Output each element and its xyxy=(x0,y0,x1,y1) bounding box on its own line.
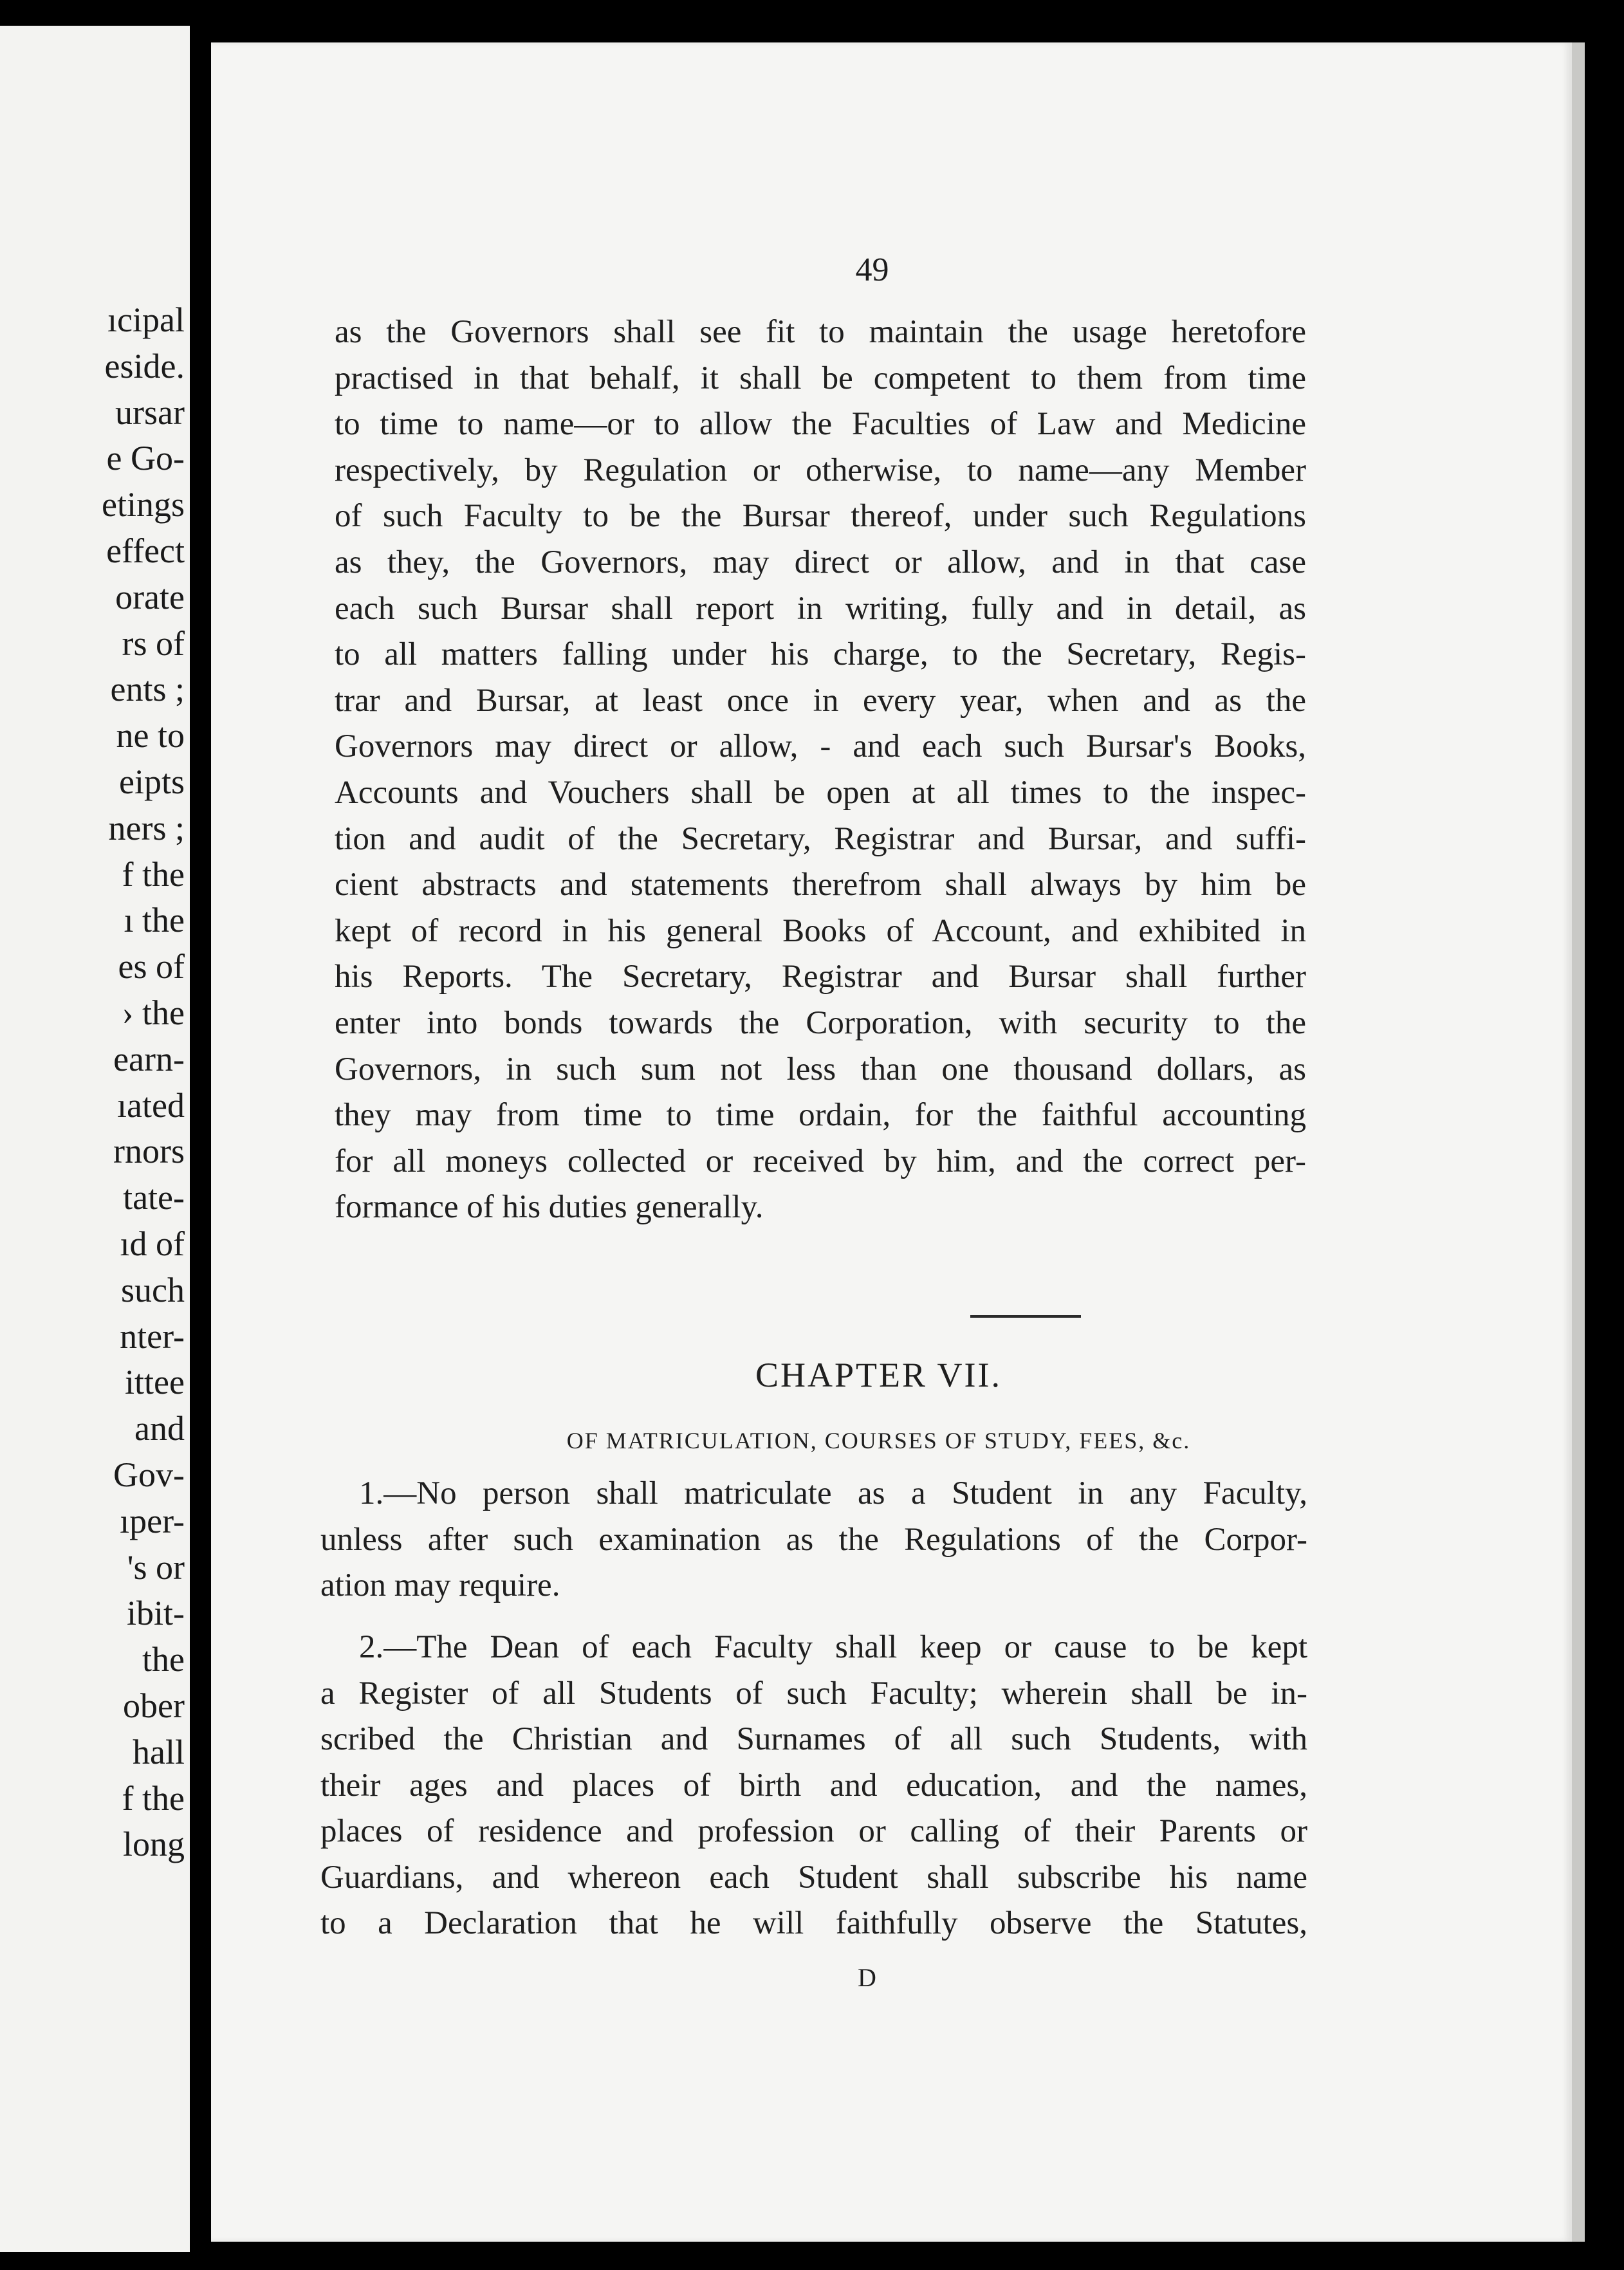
left-page-line-fragment: orate xyxy=(115,577,185,616)
body-text-line: 2.—The Dean of each Faculty shall keep or cause to be kept xyxy=(359,1629,1307,1665)
left-page-line-fragment: eipts xyxy=(119,762,185,801)
left-page-line-fragment: f the xyxy=(122,1778,185,1818)
body-text-line: tion and audit of the Secretary, Registrar and Bursar, and suffi- xyxy=(335,820,1306,857)
left-page-line-fragment: f the xyxy=(122,854,185,894)
body-text-line: formance of his duties generally. xyxy=(335,1189,764,1226)
left-page-line-fragment: ı the xyxy=(124,901,185,940)
left-page-line-fragment: etings xyxy=(102,485,185,524)
body-text-line: places of residence and profession or calling of their Parents or xyxy=(320,1813,1307,1849)
body-text-line: for all moneys collected or received by him, and the correct per- xyxy=(335,1143,1306,1179)
left-page-line-fragment: ners ; xyxy=(108,808,185,847)
chapter-subtitle: OF MATRICULATION, COURSES OF STUDY, FEES, &c. xyxy=(566,1428,1191,1453)
left-page-line-fragment: ıper- xyxy=(120,1501,185,1540)
body-text-line: of such Faculty to be the Bursar thereof, under such Regulations xyxy=(335,498,1306,535)
body-text-line: as they, the Governors, may direct or allow, and in that case xyxy=(335,544,1306,580)
left-page-line-fragment: nter- xyxy=(120,1316,185,1356)
left-page-line-fragment: ober xyxy=(123,1686,185,1725)
body-text-line: respectively, by Regulation or otherwise, to name—any Member xyxy=(335,452,1306,488)
body-text-line: ation may require. xyxy=(320,1567,560,1603)
page-number: 49 xyxy=(855,252,889,288)
page-edge-shadow xyxy=(1572,42,1585,2242)
body-text-line: to a Declaration that he will faithfully observe the Statutes, xyxy=(320,1905,1307,1941)
left-page-line-fragment: the xyxy=(142,1640,185,1679)
section-divider-rule xyxy=(970,1315,1081,1318)
left-page-line-fragment: ibit- xyxy=(127,1594,185,1633)
left-page-line-fragment: ıated xyxy=(117,1085,185,1125)
left-page-line-fragment: earn- xyxy=(113,1039,185,1078)
left-page-line-fragment: Gov- xyxy=(113,1455,185,1494)
body-text-line: to all matters falling under his charge, to the Secretary, Regis- xyxy=(335,636,1306,673)
left-page-line-fragment: such xyxy=(121,1270,185,1309)
left-page-line-fragment: eside. xyxy=(104,346,185,385)
body-text-line: 1.—No person shall matriculate as a Student in any Faculty, xyxy=(359,1475,1307,1511)
left-page-line-fragment: 's or xyxy=(127,1547,185,1587)
left-page-line-fragment: ıd of xyxy=(120,1224,185,1263)
left-page-line-fragment: tate- xyxy=(123,1178,185,1217)
left-page-line-fragment: es of xyxy=(118,947,185,986)
left-page-line-fragment: ittee xyxy=(125,1363,185,1402)
left-page-line-fragment: ents ; xyxy=(110,670,185,709)
left-page-line-fragment: hall xyxy=(133,1732,185,1771)
body-text-line: kept of record in his general Books of Account, and exhibited in xyxy=(335,912,1306,949)
left-page-line-fragment: rnors xyxy=(113,1132,185,1171)
body-text-line: Governors, in such sum not less than one thousand dollars, as xyxy=(335,1051,1306,1087)
body-text-line: his Reports. The Secretary, Registrar and Bursar shall further xyxy=(335,959,1306,995)
left-page-line-fragment: effect xyxy=(106,531,185,570)
body-text-line: enter into bonds towards the Corporation, with security to the xyxy=(335,1005,1306,1041)
body-text-line: Accounts and Vouchers shall be open at all times to the inspec- xyxy=(335,775,1306,811)
body-text-line: their ages and places of birth and education, and the names, xyxy=(320,1767,1307,1804)
body-text-line: they may from time to time ordain, for the faithful accounting xyxy=(335,1097,1306,1134)
left-page-line-fragment: and xyxy=(134,1409,185,1448)
left-page xyxy=(0,26,190,2252)
left-page-line-fragment: e Go- xyxy=(106,439,185,478)
chapter-title: CHAPTER VII. xyxy=(755,1356,1002,1394)
left-page-line-fragment: ne to xyxy=(116,716,185,755)
left-page-line-fragment: › the xyxy=(122,993,185,1032)
signature-mark: D xyxy=(858,1963,876,1992)
body-text-line: a Register of all Students of such Faculty; wherein shall be in- xyxy=(320,1675,1307,1712)
body-text-line: as the Governors shall see fit to maintain the usage heretofore xyxy=(335,314,1306,350)
left-page-line-fragment: long xyxy=(122,1825,185,1864)
right-page xyxy=(211,42,1572,2242)
left-page-line-fragment: rs of xyxy=(122,623,185,663)
body-text-line: scribed the Christian and Surnames of all such Students, with xyxy=(320,1721,1307,1757)
body-text-line: Guardians, and whereon each Student shall subscribe his name xyxy=(320,1859,1307,1896)
body-text-line: practised in that behalf, it shall be competent to them from time xyxy=(335,360,1306,396)
left-page-line-fragment: ıcipal xyxy=(107,300,185,339)
body-text-line: each such Bursar shall report in writing, fully and in detail, as xyxy=(335,590,1306,627)
body-text-line: Governors may direct or allow, - and each such Bursar's Books, xyxy=(335,728,1306,765)
body-text-line: cient abstracts and statements therefrom shall always by him be xyxy=(335,867,1306,903)
left-page-line-fragment: ursar xyxy=(115,392,185,432)
body-text-line: unless after such examination as the Regulations of the Corpor- xyxy=(320,1521,1307,1558)
body-text-line: trar and Bursar, at least once in every year, when and as the xyxy=(335,682,1306,719)
body-text-line: to time to name—or to allow the Faculties of Law and Medicine xyxy=(335,406,1306,443)
